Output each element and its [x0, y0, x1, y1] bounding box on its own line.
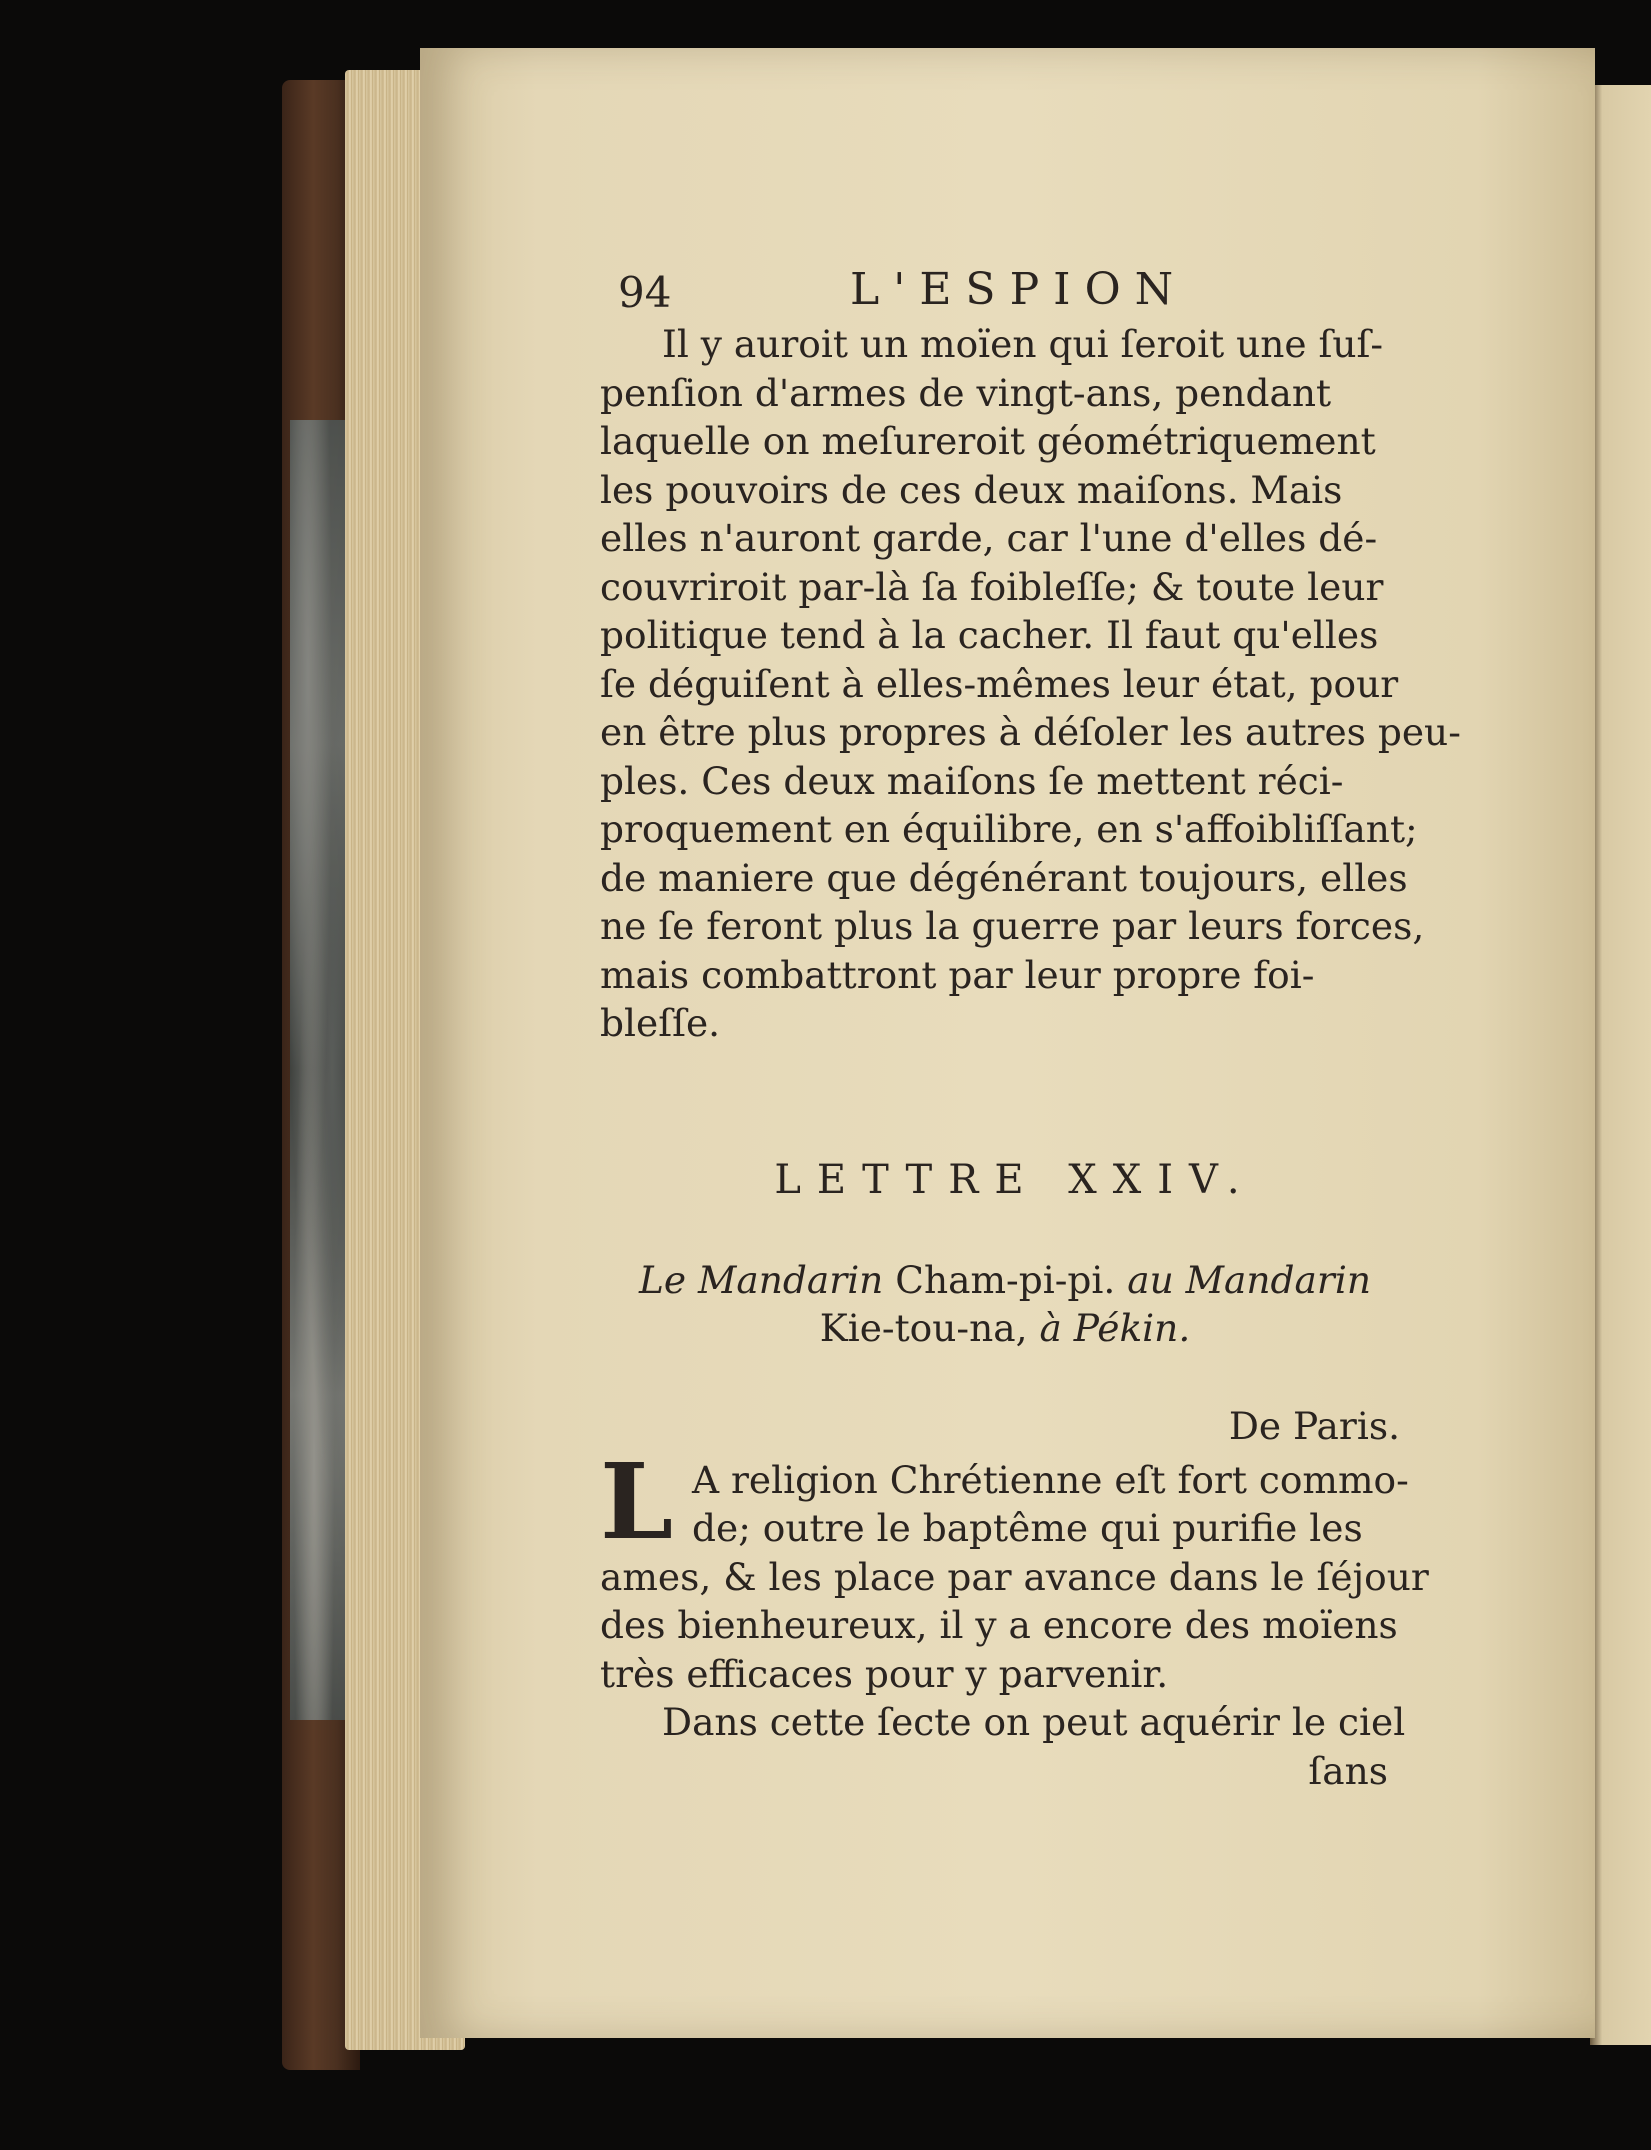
letter-body: [600, 1439, 1429, 1747]
text-line: ne ſe feront plus la guerre par leurs forces,: [600, 904, 1425, 948]
running-title: L'ESPION: [850, 264, 1188, 315]
text-line: ames, & les place par avance dans le ſéjour: [600, 1554, 1429, 1599]
text-line: des bienheureux, il y a encore des moïens: [600, 1603, 1398, 1647]
text-line: elles n'auront garde, car l'une d'elles dé-: [600, 516, 1378, 560]
text-line: Il y auroit un moïen qui ſeroit une ſuſ-: [662, 322, 1384, 366]
text-line: très efficaces pour y parvenir.: [600, 1651, 1169, 1696]
text-line: A religion Chrétienne eſt fort commo-: [692, 1457, 1409, 1502]
catchword: ſans: [1308, 1748, 1388, 1793]
text-line: politique tend à la cacher. Il faut qu'elles: [600, 613, 1379, 657]
address-sender-title: Le Mandarin: [638, 1257, 884, 1302]
drop-cap: L: [600, 1439, 674, 1563]
letter-address: [600, 1256, 1410, 1352]
address-place: à Pékin.: [1039, 1305, 1191, 1350]
text-line: penſion d'armes de vingt-ans, pendant: [600, 370, 1332, 415]
text-line: proquement en équilibre, en s'affoibliſſant;: [600, 807, 1418, 851]
text-line: bleſſe.: [600, 1001, 721, 1045]
address-line-2: [600, 1304, 1410, 1352]
dateline: De Paris.: [1228, 1403, 1400, 1448]
text-line: ſe déguiſent à elles-mêmes leur état, pour: [600, 661, 1399, 706]
address-sender-name: Cham-pi-pi.: [895, 1257, 1116, 1302]
page-text: [600, 250, 1461, 1795]
letter-heading: LETTRE XXIV.: [774, 1156, 1256, 1203]
address-recipient-name: Kie-tou-na,: [819, 1305, 1028, 1350]
address-recipient-title: au Mandarin: [1127, 1257, 1371, 1302]
paragraph-1: [600, 320, 1461, 1048]
text-line: Dans cette ſecte on peut aquérir le ciel: [662, 1700, 1406, 1744]
text-line: laquelle on meſureroit géométriquement: [600, 419, 1376, 463]
address-line-1: [600, 1256, 1410, 1304]
running-head: [600, 250, 1410, 320]
text-line: de; outre le baptême qui purifie les: [692, 1506, 1363, 1550]
text-line: les pouvoirs de ces deux maiſons. Mais: [600, 467, 1343, 512]
text-line: mais combattront par leur propre foi-: [600, 952, 1315, 997]
page-number: 94: [618, 268, 672, 317]
text-line: couvriroit par-là ſa foibleſſe; & toute leur: [600, 564, 1384, 609]
text-line: de maniere que dégénérant toujours, elles: [600, 855, 1408, 900]
text-line: en être plus propres à déſoler les autres peu-: [600, 710, 1461, 754]
facing-page-edge: [1590, 85, 1651, 2045]
marbled-cover: [290, 420, 350, 1720]
text-line: ples. Ces deux maiſons ſe mettent réci-: [600, 758, 1344, 803]
